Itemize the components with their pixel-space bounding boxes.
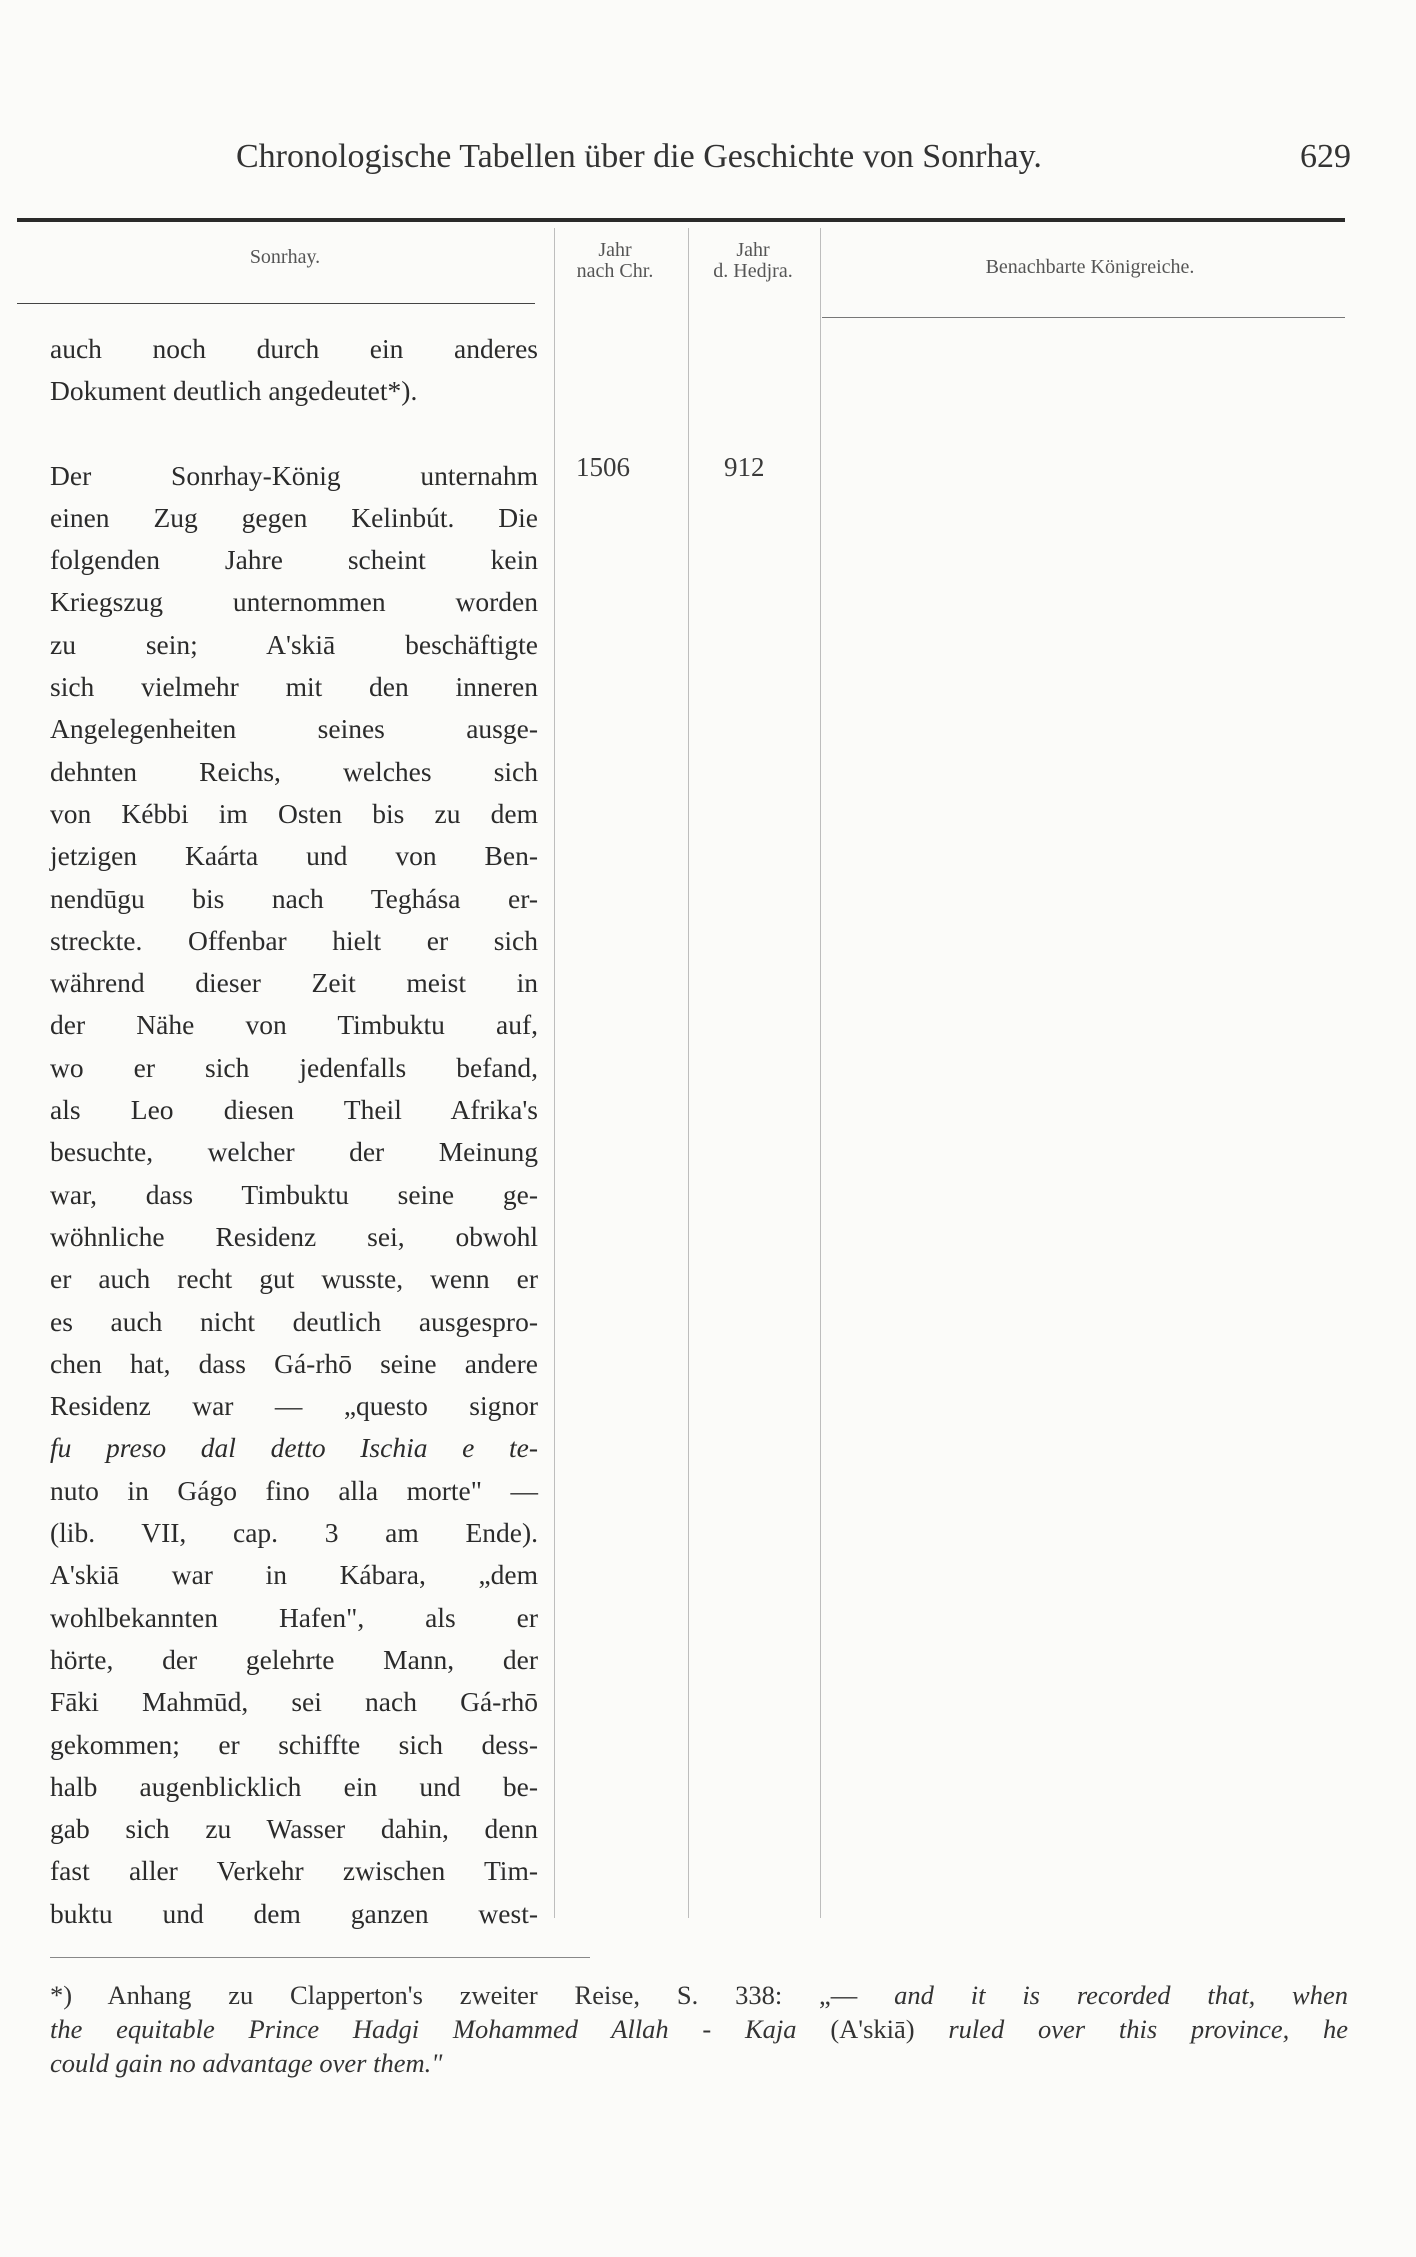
text-line: A'skiā war in Kábara, „dem	[50, 1559, 538, 1591]
text-line: von Kébbi im Osten bis zu dem	[50, 797, 538, 829]
text-line: streckte. Offenbar hielt er sich	[50, 924, 538, 956]
footnote-line-1: *) Anhang zu Clapperton's zweiter Reise, S. 338: „— and it is recorded that, when	[50, 1980, 1348, 2010]
text-line: halb augenblicklich ein und be-	[50, 1770, 538, 1802]
text-line: wo er sich jedenfalls befand,	[50, 1051, 538, 1083]
text-line: Kriegszug unternommen worden	[50, 586, 538, 618]
text-line: war, dass Timbuktu seine ge-	[50, 1178, 538, 1210]
text-line: Der Sonrhay-König unternahm	[50, 459, 538, 491]
text-line: gekommen; er schiffte sich dess-	[50, 1728, 538, 1760]
footnote-line-3: could gain no advantage over them."	[50, 2048, 443, 2078]
text-line: als Leo diesen Theil Afrika's	[50, 1094, 538, 1126]
text-line: folgenden Jahre scheint kein	[50, 544, 538, 576]
text-line: fu preso dal detto Ischia e te-	[50, 1432, 538, 1464]
text-line: Residenz war — „questo signor	[50, 1390, 538, 1422]
column-header-jahr-hedjra: Jahr d. Hedjra.	[713, 239, 793, 282]
text-line: jetzigen Kaárta und von Ben-	[50, 840, 538, 872]
column-header-sonrhay: Sonrhay.	[249, 246, 321, 268]
year-hedjra: 912	[724, 452, 765, 482]
top-rule	[17, 218, 1345, 222]
text-line: Fāki Mahmūd, sei nach Gá-rhō	[50, 1686, 538, 1718]
column-divider-2	[688, 228, 689, 1918]
text-line: hörte, der gelehrte Mann, der	[50, 1643, 538, 1675]
column-header-jahr-chr: Jahr nach Chr.	[576, 239, 654, 282]
text-line: besuchte, welcher der Meinung	[50, 1136, 538, 1168]
footnote-line-2: the equitable Prince Hadgi Mohammed Allah - Kaja (A'skiā) ruled over this province, he	[50, 2014, 1349, 2044]
text-line: (lib. VII, cap. 3 am Ende).	[50, 1517, 538, 1549]
text-line: der Nähe von Timbuktu auf,	[50, 1009, 538, 1041]
sonrhay-column-text	[50, 328, 538, 1935]
header-rule-right	[822, 317, 1345, 318]
page-title: Chronologische Tabellen über die Geschichte von Sonrhay.	[236, 138, 1042, 175]
page-number: 629	[1300, 138, 1351, 175]
text-line: er auch recht gut wusste, wenn er	[50, 1263, 538, 1295]
text-line: während dieser Zeit meist in	[50, 967, 538, 999]
text-line: fast aller Verkehr zwischen Tim-	[50, 1855, 538, 1887]
footnote-rule	[50, 1957, 590, 1958]
running-header	[236, 138, 1351, 176]
text-line: nuto in Gágo fino alla morte" —	[50, 1474, 538, 1506]
footnote	[50, 1978, 1348, 2080]
text-line: zu sein; A'skiā beschäftigte	[50, 628, 538, 660]
text-line: wöhnliche Residenz sei, obwohl	[50, 1220, 538, 1252]
text-line: buktu und dem ganzen west-	[50, 1897, 538, 1929]
text-line: Angelegenheiten seines ausge-	[50, 713, 538, 745]
text-line: einen Zug gegen Kelinbút. Die	[50, 501, 538, 533]
column-header-neighbors: Benachbarte Königreiche.	[985, 256, 1195, 278]
text-line: wohlbekannten Hafen", als er	[50, 1601, 538, 1633]
text-line: sich vielmehr mit den inneren	[50, 671, 538, 703]
text-line: auch noch durch ein anderes	[50, 333, 538, 364]
text-line: gab sich zu Wasser dahin, denn	[50, 1813, 538, 1845]
text-line: chen hat, dass Gá-rhō seine andere	[50, 1347, 538, 1379]
text-line: dehnten Reichs, welches sich	[50, 755, 538, 787]
text-line: nendūgu bis nach Teghása er-	[50, 882, 538, 914]
year-chr: 1506	[576, 452, 630, 482]
text-line: es auch nicht deutlich ausgespro-	[50, 1305, 538, 1337]
text-line: Dokument deutlich angedeutet*).	[50, 375, 418, 407]
header-rule-left	[17, 303, 535, 304]
column-divider-3	[820, 228, 821, 1918]
column-divider-1	[554, 228, 555, 1918]
